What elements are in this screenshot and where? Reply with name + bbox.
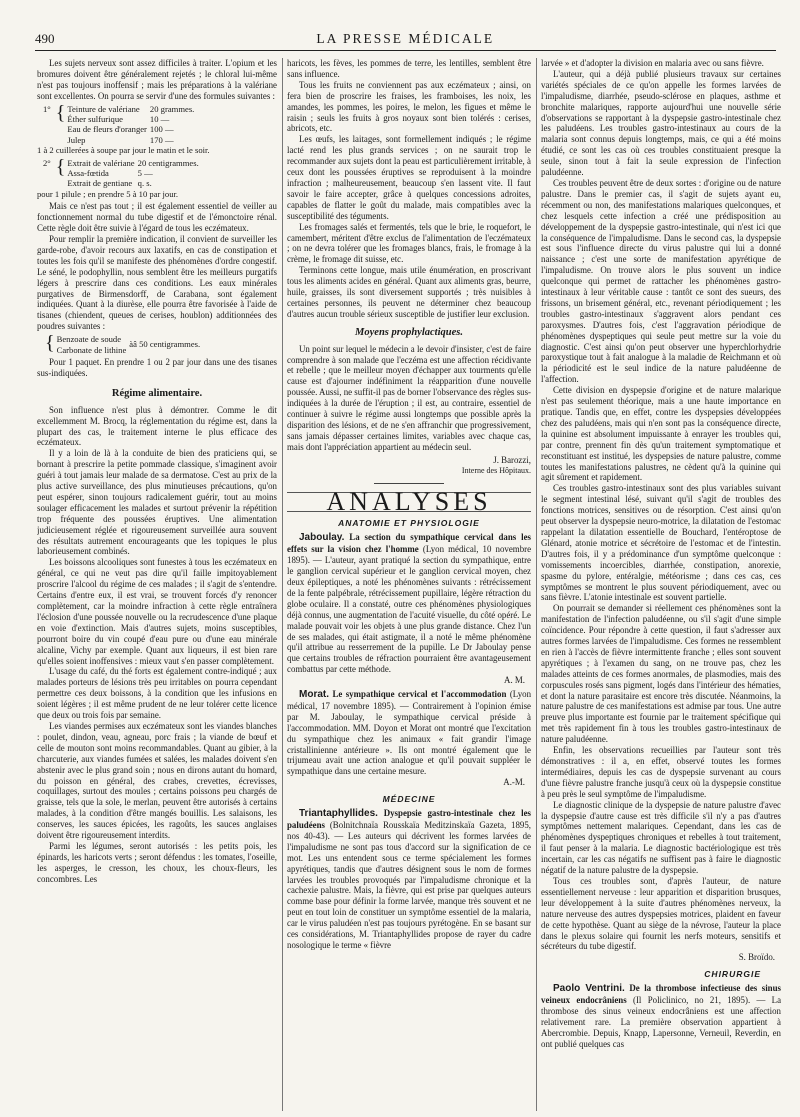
brace-glyph: { — [45, 332, 55, 355]
paragraph: Enfin, les observations recueillies par l'auteur sont très démonstratives : il a, en effet, observé toutes les formes intermédiaires, depuis les cas de dyspepsie survenant au cours d'une fièvre palustre franche jusqu'à ceux où la dyspepsie constitue à peu près le seul symptôme de l'impaludisme. — [541, 745, 781, 799]
formula-item-name: Assa-fœtida — [67, 168, 109, 179]
article-title: Dyspepsie gastro-intestinale chez les paludéens — [287, 808, 531, 830]
formula-3 — [37, 334, 277, 355]
article-author: Jaboulay. — [299, 532, 345, 544]
formula-number: 2° — [43, 157, 51, 168]
paragraph: Pour remplir la première indication, il convient de surveiller les garde-robe, d'avoir recours aux laxatifs, en cas de constipation et toutes les fois qu'il se manifeste des phénomènes d'ordre congestif. Le séné, le podophyllin, nous semblent être les meilleurs purgatifs légers à prescrire dans ces conditions. Les eaux minérales purgatives de Birmensdorff, de Carabana, sont également indiquées. Quant à la diurèse, elle pourra être favorisée à l'aide de tisanes (chiendent, queues de cerises, houblon) additionnées des poudres suivantes : — [37, 234, 277, 332]
author-signature: J. Barozzi, — [493, 454, 531, 465]
article-body: (Lyon médical, 10 novembre 1895). — L'auteur, ayant pratiqué la section du sympathique, entre le ganglion cervical supérieur et le ganglion cervical moyen, chez deux épileptiques, a noté les phénomènes suivants : rétrécissement de la fente palpébrale, rétrécissement pupillaire, légère rétraction du globe oculaire. Il a constaté, outre ces phénomènes physiologiques déjà connus, une augmentation de l'acuité visuelle, du côté opéré. Le malade pouvait voir les objets à une plus grande distance. Chez l'un de ses malades, qui était astigmate, il a noté le même phénomène qu'il attribue au resserrement de la pupille. Le Dr Jaboulay pense que certains troubles de réfraction pourraient être avantageusement combattus par cette méthode. — [287, 544, 531, 675]
paragraph: L'usage du café, du thé forts est également contre-indiqué ; aux malades porteurs de lésions très peu irritables on pourra cependant permettre ces deux boissons, à la condition que les infusions en soient légères ; il est même prudent de ne leur tolérer cette licence que deux ou trois fois par semaine. — [37, 666, 277, 721]
article-title: La section du sympathique cervical dans les effets sur la vision chez l'homme — [287, 532, 531, 555]
analysis-article — [287, 532, 531, 686]
paragraph: Mais ce n'est pas tout ; il est également essentiel de veiller au fonctionnement normal du tube digestif et de l'émonctoire rénal. Cette règle doit être suivie à l'égard de tous les eczémateux. — [37, 201, 277, 234]
paragraph: Il y a loin de là à la conduite de bien des praticiens qui, se bornant à prescrire la petite pommade classique, s'imaginent avoir guéri à tout jamais leur malade de sa dermatose. C'est au prix de la plus active surveillance, des plus minutieuses précautions, qu'on peut espérer, sinon toujours radicalement guérir, tout au moins soulager efficacement les malades et surtout prévenir la répétition trop fréquente des poussées éruptives. Une alimentation judicieusement réglée et rigoureusement surveillée aura souvent des résultats autrement encourageants que les topiques le plus laborieusement combinés. — [37, 448, 277, 557]
article-author: Paolo Ventrini. — [553, 983, 625, 995]
section-title: Régime alimentaire. — [111, 387, 203, 399]
column-right — [541, 58, 781, 1111]
paragraph: Cette division en dyspepsie d'origine et de nature malarique n'est pas seulement théorique, mais a une haute importance en pratique. Tandis que, en effet, contre les dyspepsies développées chez des paludéens, mais qui n'en sont pas la conséquence directe, la quinine est absolument impuissante à enrayer les troubles qui, par contre, prennent fin dès qu'un traitement symptomatique et reconstituant est institué, les dyspepsies de nature palustre, comme toutes les manifestations palustres, ne cèdent qu'à la quinine qui agit sûrement et rapidement. — [541, 385, 781, 483]
formula-item-name: Julep — [67, 134, 86, 145]
category-heading: CHIRURGIE — [704, 969, 761, 980]
article-author: Triantaphyllides. — [299, 808, 378, 820]
formula-item-name: Benzoate de soude — [56, 334, 122, 345]
paragraph: haricots, les fèves, les pommes de terre, les lentilles, semblent être sans influence. — [287, 58, 531, 79]
formula-item-qty: q. s. — [137, 178, 152, 189]
formula-item-qty: àâ 50 centigrammes. — [129, 339, 201, 350]
divider — [374, 483, 444, 484]
article-title: De la thrombose infectieuse des sinus veineux endocrâniens — [541, 983, 781, 1006]
section-banner: ANALYSES — [287, 492, 531, 513]
article-body: (Lyon médical, 17 novembre 1895). — Contrairement à l'opinion émise par M. Jaboulay, le sympathique cervical préside à l'accommodation. MM. Doyon et Morat ont montré que l'excitation du sympathique chez les animaux « fait grandir l'image cristallinienne antérieure ». Ils ont montré également que le trijumeau avait une action analogue et qu'il pouvait suppléer le sympathique dans une certaine mesure. — [287, 689, 531, 777]
column-middle — [287, 58, 531, 1111]
formula-item-name: Eau de fleurs d'oranger — [67, 124, 147, 135]
formula-item-qty: 5 — — [137, 168, 153, 179]
formula-dose: pour 1 pilule ; en prendre 5 à 10 par jour. — [37, 188, 179, 199]
article-title: Le sympathique cervical et l'accommodation — [332, 689, 507, 700]
formula-2 — [37, 155, 277, 200]
analysis-article — [287, 808, 531, 951]
formula-number: 1° — [43, 103, 51, 114]
column-rule — [536, 58, 537, 1111]
paragraph: Ces troubles gastro-intestinaux sont des plus variables suivant le segment intestinal lésé, suivant qu'il s'agit de troubles des fonctions motrices, sensitives ou de résorption. C'est ainsi qu'on peut observer la dyspepsie neuro-motrice, la dilatation de l'estomac rappelant la dilatation essentielle de Bouchard, l'entéroptose de Glénard, atonie motrice et sécrétoire de l'estomac et de l'intestin. D'autres fois, il y a prédominance d'un symptôme quelconque : vomissements incoercibles, diarrhée, constipation, anorexie, spasme du pylore, entéralgie, météorisme ; dans ces cas, ces symptômes se montrent le plus souvent périodiquement, avec ou sans fièvre. L'atonie intestinale est souvent partielle. — [541, 483, 781, 603]
formula-dose: 1 à 2 cuillerées à soupe par jour le matin et le soir. — [37, 145, 210, 156]
brace-glyph: { — [55, 101, 66, 124]
paragraph: Ces troubles peuvent être de deux sortes : d'origine ou de nature palustre. Dans le premier cas, il s'agit de sujets ayant eu, récemment ou non, des manifestations malariques quelconques, et chez lesquels cette infection a créé une prédisposition au développement de la dyspepsie gastro-intestinale, qui n'est ici que la conséquence de l'impaludisme. Dans le second cas, la dyspepsie est sous l'influence directe du virus palustre qui lui a donné naissance ; c'est une sorte de manifestation apyrétique de l'impaludisme. On trouve alors le plus souvent un indice quelconque qui permet de rattacher les phénomènes gastro-intestinaux à leur véritable cause : tantôt ce sont des sueurs, des frissons, un brisement général, etc., revenant périodiquement ; les troubles gastro-intestinaux s'aggravent alors pendant ces paroxysmes. D'autres fois, c'est l'aggravation périodique de phénomènes dyspeptiques qui seule peut mettre sur la voie du diagnostic. C'est ainsi qu'on peut observer une hyperchlorhydrie paroxystique tout à fait analogue à la maladie de Reichmann et où la périodicité est le seul indice de la nature paludéenne de l'affection. — [541, 177, 781, 385]
page-header — [35, 28, 776, 51]
paragraph: Les sujets nerveux sont assez difficiles à traiter. L'opium et les bromures doivent être généralement rejetés ; le chloral lui-même n'est pas toujours inoffensif ; mais les préparations à la valériane sont excellentes. On pourra se servir d'une des formules suivantes : — [37, 58, 277, 101]
formula-item-qty: 170 — — [149, 134, 174, 145]
author-affiliation: Interne des Hôpitaux. — [461, 465, 531, 475]
analysis-article — [287, 689, 531, 788]
paragraph: Le diagnostic clinique de la dyspepsie de nature palustre d'avec la dyspepsie d'autre cause est très difficile s'il n'y a pas d'autres symptômes nettement malariques. Cependant, dans les cas de phénomènes dyspeptiques chroniques et rebelles à tout traitement, il faut penser à la malaria. Le diagnostic bactériologique est très incertain, car les cas négatifs ne suffisent pas à faire le diagnostic négatif de la nature palustre de la dyspepsie. — [541, 799, 781, 876]
formula-item-qty: 20 centigrammes. — [137, 157, 199, 168]
article-body: (Il Policlinico, no 21, 1895). — La thrombose des sinus veineux endocrâniens est une affection relativement rare. La première observation appartient à Abercrombie. Depuis, Knapp, Lapersonne, Verneuil, Reverdin, en ont publié quelques cas — [541, 995, 781, 1049]
paragraph: On pourrait se demander si réellement ces phénomènes sont la manifestation de l'infection paludéenne, ou s'il s'agit d'une simple coïncidence. Pour répondre à cette question, il faut s'adresser aux autres formes larvées de l'impaludisme. Ces formes ne ressemblent en rien à l'accès de fièvre intermittente franche ; elles sont souvent apyrétiques ; à l'examen du sang, on ne trouve pas, chez les malades atteints de ces formes anormales, de plasmodies, mais des corpuscules rosés sans pigment, logés dans l'intérieur des hématies, et dont la nature parasitaire est encore très discutée. Néanmoins, la nature palustre de ces manifestations est admise par tous. Une autre preuve plus importante est fournie par le traitement spécifique qui met très rapidement fin à tous les troubles gastro-intestinaux de nature paludéenne. — [541, 603, 781, 745]
paragraph: larvée » et d'adopter la division en malaria avec ou sans fièvre. — [541, 58, 764, 68]
formula-item-name: Teinture de valériane — [67, 103, 140, 114]
category-heading: ANATOMIE ET PHYSIOLOGIE — [338, 518, 480, 529]
paragraph: Tous les fruits ne conviennent pas aux eczémateux ; ainsi, on fera bien de proscrire les fraises, les framboises, les noix, les amandes, les pommes, les poires, le melon, les figues et même le raisin ; seuls les fruits à gros noyaux sont bien tolérés : cerises, abricots, etc. — [287, 79, 531, 134]
formula-item-name: Carbonate de lithine — [56, 344, 127, 355]
page-number: 490 — [35, 31, 55, 46]
section-title: Moyens prophylactiques. — [355, 326, 463, 338]
paragraph: Pour 1 paquet. En prendre 1 ou 2 par jour dans une des tisanes sus-indiquées. — [37, 356, 277, 378]
paragraph: Terminons cette longue, mais utile énumération, en proscrivant tous les aliments acides en général. Quant aux aliments gras, beurre, huile, graisses, ils sont diversement supportés ; très nuisibles à certaines personnes, ils peuvent ne déterminer chez beaucoup d'autres aucun trouble sérieux susceptible de justifier leur exclusion. — [287, 265, 531, 319]
column-rule — [282, 58, 283, 1111]
article-body: (Bolnitchnaïa Rousskaïa Meditzinskaïa Gazeta, 1895, nos 40-43). — Les auteurs qui décrivent les formes larvées de l'impaludisme ne sont pas tous d'accord sur la signification de ce mot. Les uns entendent sous ce terme spécialement les formes apyrétiques, tandis que d'autres désignent sous le nom de formes larvées les troubles provoqués par l'impaludisme chronique et la cachexie palustre. Mais, la fièvre, qui est prise par quelques auteurs comme base pour définir la forme larvée, manque très souvent et ne peut en tout loin de constituer un symptôme essentiel de la malaria, car le virus paludéen n'est pas toujours pyrétogène. En se basant sur ces considérations, M. Triantaphyllides propose de rayer du cadre nosologique le terme « fièvre — [287, 820, 531, 950]
category-heading: MÉDECINE — [382, 794, 436, 805]
paragraph: Les œufs, les laitages, sont formellement indiqués ; le régime lacté rend les plus grands services ; on ne saurait trop le recommander aux sujets dont la peau est particulièrement irritable, à ceux dont les poussées éruptives se reproduisent à la moindre infraction ; malheureusement, beaucoup s'en lassent vite. Il faut savoir le faire accepter, grâce à quelques concessions adroites, capables de flatter le goût du malade, mais compatibles avec la susceptibilité des téguments. — [287, 134, 531, 221]
formula-item-qty: 100 — — [149, 124, 174, 135]
paragraph: Parmi les légumes, seront autorisés : les petits pois, les épinards, les haricots verts ; seront défendus : les tomates, l'oseille, les asperges, le cresson, les choux, les choux-fleurs, les concombres. Les — [37, 840, 277, 884]
formula-item-name: Extrait de gentiane — [67, 178, 133, 189]
analysis-article — [541, 983, 781, 1049]
paragraph: Les viandes permises aux eczémateux sont les viandes blanches : poulet, dindon, veau, agneau, porc frais ; la viande de bœuf et celle de mouton sont moins recommandables. Quant au gibier, à la charcuterie, aux viandes fumées et salées, les malades doivent s'en abstenir avec le plus grand soin ; nous en dirons autant du homard, du poisson en général, des crabes, crevettes, écrevisses, coquillages, surtout des moules ; certains poissons peu chargés de graisse, tels que la sole, le merlan, peuvent être autorisés à certains malades, à la condition d'être mangés bouillis. Les salaisons, les conserves, les sauces épicées, les ragoûts, les sauces anglaises doivent être rigoureusement interdits. — [37, 720, 277, 841]
paragraph: Un point sur lequel le médecin a le devoir d'insister, c'est de faire comprendre à son malade que l'eczéma est une affection récidivante et rebelle ; que le meilleur moyen d'échapper aux tourments qu'elle cause est d'ajourner indéfiniment la réapparition d'une nouvelle poussée. Aussi, ne suffit-il pas de borner l'observance des règles sus-indiquées à la durée de l'éruption ; il est, au contraire, essentiel de continuer à suivre le régime aussi longtemps que possible après la disparition des lésions, et de ne s'en affranchir que progressivement, sans jamais dépasser certaines limites, variables avec chaque cas, mais dont l'appréciation appartient au médecin seul. — [287, 343, 531, 452]
formula-item-name: Extrait de valériane — [67, 157, 135, 168]
paragraph: Tous ces troubles sont, d'après l'auteur, de nature essentiellement nerveuse : leur apparition et disparition brusques, leur développement à la suite d'autres phénomènes nerveux, la nature nerveuse des autres dyspepsies motrices, plaident en faveur de cette hypothèse. Quant au siège de la névrose, l'auteur la place dans le plexus solaire qui fournit les nerfs moteurs, sensitifs et sécréteurs du tube digestif. — [541, 875, 781, 952]
paragraph: L'auteur, qui a déjà publié plusieurs travaux sur certaines variétés spéciales de ce qu'on appelle les formes larvées de l'impaludisme, diarrhée, pseudo-sclérose en plaques, asthme et bronchite malariques, rapporte aujourd'hui une nouvelle série d'observations se rapportant à la dyspepsie gastro-intestinale chez les paludéens. Les troubles gastro-intestinaux au cours de la malaria sont connus depuis longtemps, mais, ce qui a été moins étudié, ce sont les cas où ces troubles constituaient presque la seule, sinon tout à fait la seule expression de l'infection paludéenne. — [541, 68, 781, 178]
paragraph: Les boissons alcooliques sont funestes à tous les eczémateux en général, ce qui ne veut pas dire qu'il faille impitoyablement proscrire l'alcool du régime de ces malades ; il s'agit de s'entendre. Certains d'entre eux, il est vrai, se trouvent forcés d'y renoncer complètement, car la moindre infraction à cette règle entraînera l'éclosion d'une poussée nouvelle ou la recrudescence d'une plaque en voie d'extinction. Mais d'autres sujets, moins susceptibles, pourront boire du vin coupé d'eau pure ou d'une eau minérale alcaline, Vichy par exemple. Quant aux liqueurs, il est bien rare qu'elles soient inoffensives : mieux vaut s'en passer complètement. — [37, 557, 277, 666]
journal-title: LA PRESSE MÉDICALE — [316, 31, 495, 46]
formula-item-name: Éther sulfurique — [67, 114, 123, 125]
formula-1 — [37, 101, 277, 156]
column-left — [37, 58, 277, 1111]
paragraph: Son influence n'est plus à démontrer. Comme le dit excellemment M. Brocq, la réglementation du régime est, dans la plupart des cas, le traitement interne le plus efficace des eczémateux. — [37, 404, 277, 448]
article-signature: A.-M. — [503, 777, 525, 788]
article-signature: A. M. — [504, 675, 525, 686]
formula-item-qty: 20 grammes. — [149, 103, 195, 114]
article-signature: S. Broïdo. — [738, 952, 775, 963]
formula-item-qty: 10 — — [149, 114, 170, 125]
brace-glyph: { — [55, 155, 66, 178]
paragraph: Les fromages salés et fermentés, tels que le brie, le roquefort, le camembert, méritent d'être exclus de l'alimentation de l'eczémateux ; on ne devra tolérer que les fromages blancs, frais, le fromage à la crème, le fromage dit suisse, etc. — [287, 221, 531, 265]
article-author: Morat. — [299, 689, 329, 701]
